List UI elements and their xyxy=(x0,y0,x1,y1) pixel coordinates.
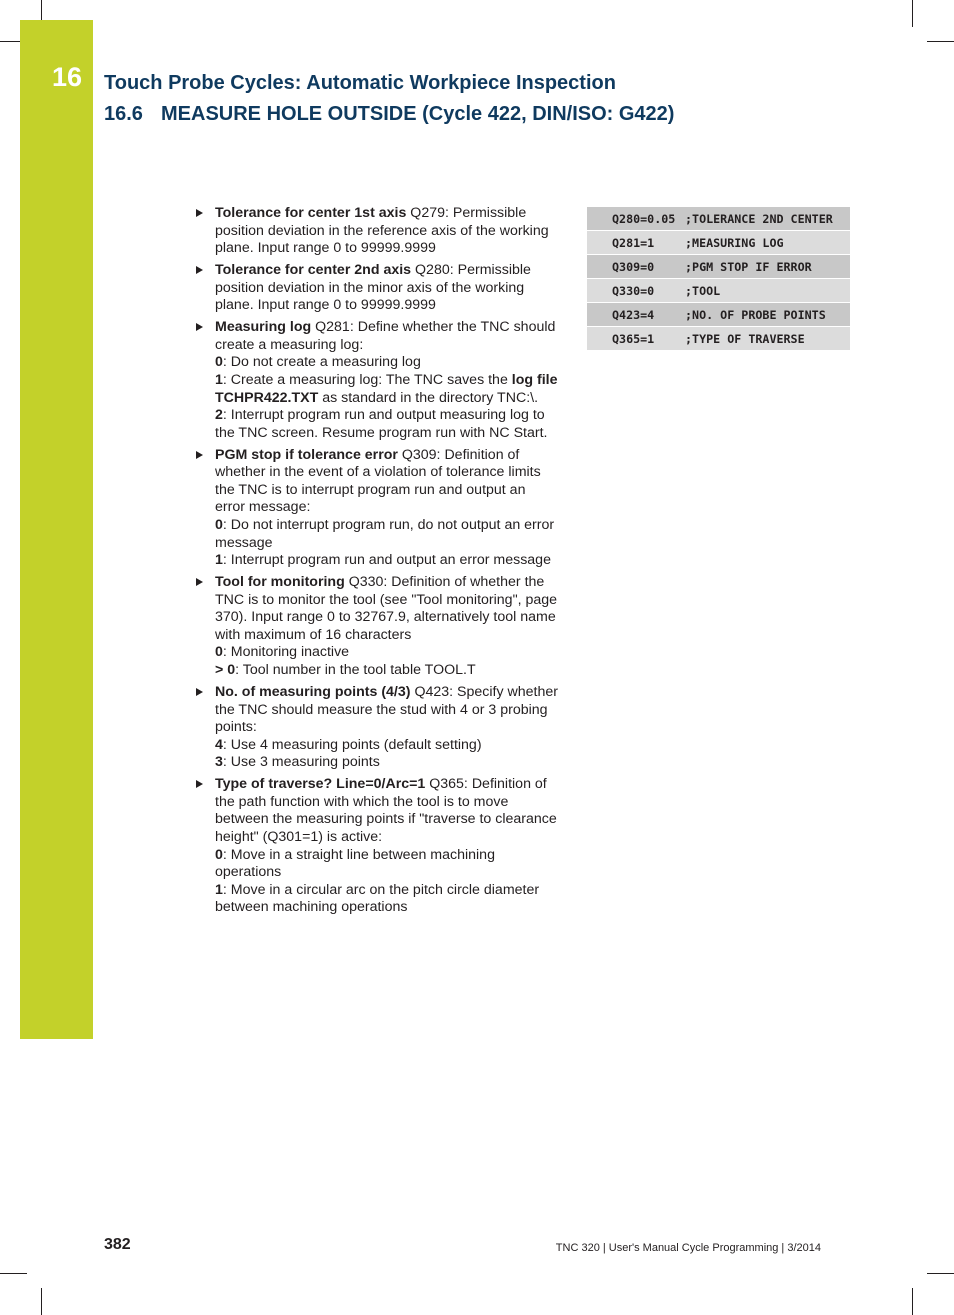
comment-cell: ;PGM STOP IF ERROR xyxy=(685,255,850,279)
item-label: Type of traverse? Line=0/Arc=1 xyxy=(215,776,426,793)
item-description: No. of measuring points (4/3) Q423: Specify whether the TNC should measure the stud with 4 or 3 probing points: xyxy=(215,683,558,736)
section-number: 16.6 xyxy=(104,103,143,125)
list-item-q423 xyxy=(194,684,558,772)
section-title: MEASURE HOLE OUTSIDE (Cycle 422, DIN/ISO: G422) xyxy=(161,103,675,125)
comment-cell: ;TOOL xyxy=(685,279,850,303)
item-description: Tolerance for center 1st axis Q279: Permissible position deviation in the reference axis of the working plane. Input range 0 to 99999.9999 xyxy=(215,205,549,257)
bullet-triangle-icon xyxy=(196,688,203,696)
crop-mark xyxy=(927,41,954,42)
bullet-triangle-icon xyxy=(196,266,203,274)
param-cell: Q280=0.05 xyxy=(587,207,685,231)
option-line: 0: Move in a straight line between machining operations xyxy=(215,846,495,881)
option-line: 2: Interrupt program run and output measuring log to the TNC screen. Resume program run with NC Start. xyxy=(215,407,548,441)
option-line: 1: Move in a circular arc on the pitch circle diameter between machining operations xyxy=(215,881,540,916)
table-row xyxy=(587,255,850,279)
option-line: 1: Create a measuring log: The TNC saves the log file TCHPR422.TXT as standard in the directory TNC:\. xyxy=(215,371,558,406)
list-item-q309 xyxy=(194,447,558,570)
crop-mark xyxy=(912,1288,913,1315)
crop-mark xyxy=(41,1288,42,1315)
list-item-q280 xyxy=(194,262,558,315)
list-item-q365 xyxy=(194,776,558,917)
option-line: 0: Do not interrupt program run, do not output an error message xyxy=(215,516,555,551)
option-line: 1: Interrupt program run and output an error message xyxy=(215,552,551,569)
bullet-triangle-icon xyxy=(196,451,203,459)
item-label: Measuring log xyxy=(215,319,312,336)
item-description: Measuring log Q281: Define whether the TNC should create a measuring log: xyxy=(215,319,556,353)
nc-code-table xyxy=(587,207,850,351)
crop-mark xyxy=(912,0,913,27)
chapter-tab xyxy=(20,20,93,1039)
param-cell: Q330=0 xyxy=(587,279,685,303)
footer-text: TNC 320 | User's Manual Cycle Programming | 3/2014 xyxy=(555,1242,821,1254)
item-label: Tolerance for center 2nd axis xyxy=(215,262,412,279)
bullet-triangle-icon xyxy=(196,323,203,331)
param-cell: Q281=1 xyxy=(587,231,685,255)
item-label: No. of measuring points (4/3) xyxy=(215,683,411,700)
table-row xyxy=(587,207,850,231)
list-item-q281 xyxy=(194,319,558,442)
item-label: Tolerance for center 1st axis xyxy=(215,205,407,221)
table-row xyxy=(587,231,850,255)
list-item-q279 xyxy=(194,205,558,258)
bullet-triangle-icon xyxy=(196,209,203,217)
table-row xyxy=(587,279,850,303)
parameter-list xyxy=(194,205,558,921)
param-cell: Q309=0 xyxy=(587,255,685,279)
bullet-triangle-icon xyxy=(196,578,203,586)
item-description: Tolerance for center 2nd axis Q280: Permissible position deviation in the minor axis of the working plane. Input range 0 to 99999.9999 xyxy=(215,262,531,314)
list-item-q330 xyxy=(194,574,558,680)
item-description: Tool for monitoring Q330: Definition of whether the TNC is to monitor the tool (see "Tool monitoring", page 370). Input range 0 to 32767.9, alternatively tool name with maximum of 16 characters xyxy=(215,574,558,643)
option-line: 0: Monitoring inactive xyxy=(215,644,350,661)
option-line: 0: Do not create a measuring log xyxy=(215,354,421,371)
item-description: Type of traverse? Line=0/Arc=1 Q365: Definition of the path function with which the tool is to move between the measuring points if "traverse to clearance height" (Q301=1) is active: xyxy=(215,776,557,845)
item-label: Tool for monitoring xyxy=(215,574,345,591)
comment-cell: ;MEASURING LOG xyxy=(685,231,850,255)
crop-mark xyxy=(927,1273,954,1274)
comment-cell: ;TYPE OF TRAVERSE xyxy=(685,327,850,351)
item-label: PGM stop if tolerance error xyxy=(215,446,398,463)
option-line: > 0: Tool number in the tool table TOOL.T xyxy=(215,662,476,679)
crop-mark xyxy=(0,1273,27,1274)
chapter-number: 16 xyxy=(52,62,83,92)
section-heading xyxy=(104,103,674,126)
param-cell: Q423=4 xyxy=(587,303,685,327)
table-row xyxy=(587,327,850,351)
option-line: 3: Use 3 measuring points xyxy=(215,754,380,771)
option-line: 4: Use 4 measuring points (default setting) xyxy=(215,736,482,753)
chapter-title: Touch Probe Cycles: Automatic Workpiece Inspection xyxy=(104,72,616,94)
bullet-triangle-icon xyxy=(196,780,203,788)
comment-cell: ;TOLERANCE 2ND CENTER xyxy=(685,207,850,231)
table-row xyxy=(587,303,850,327)
comment-cell: ;NO. OF PROBE POINTS xyxy=(685,303,850,327)
item-description: PGM stop if tolerance error Q309: Definition of whether in the event of a violation of tolerance limits the TNC is to interrupt program run and output an error message: xyxy=(215,446,541,516)
param-cell: Q365=1 xyxy=(587,327,685,351)
page-number: 382 xyxy=(104,1236,131,1253)
